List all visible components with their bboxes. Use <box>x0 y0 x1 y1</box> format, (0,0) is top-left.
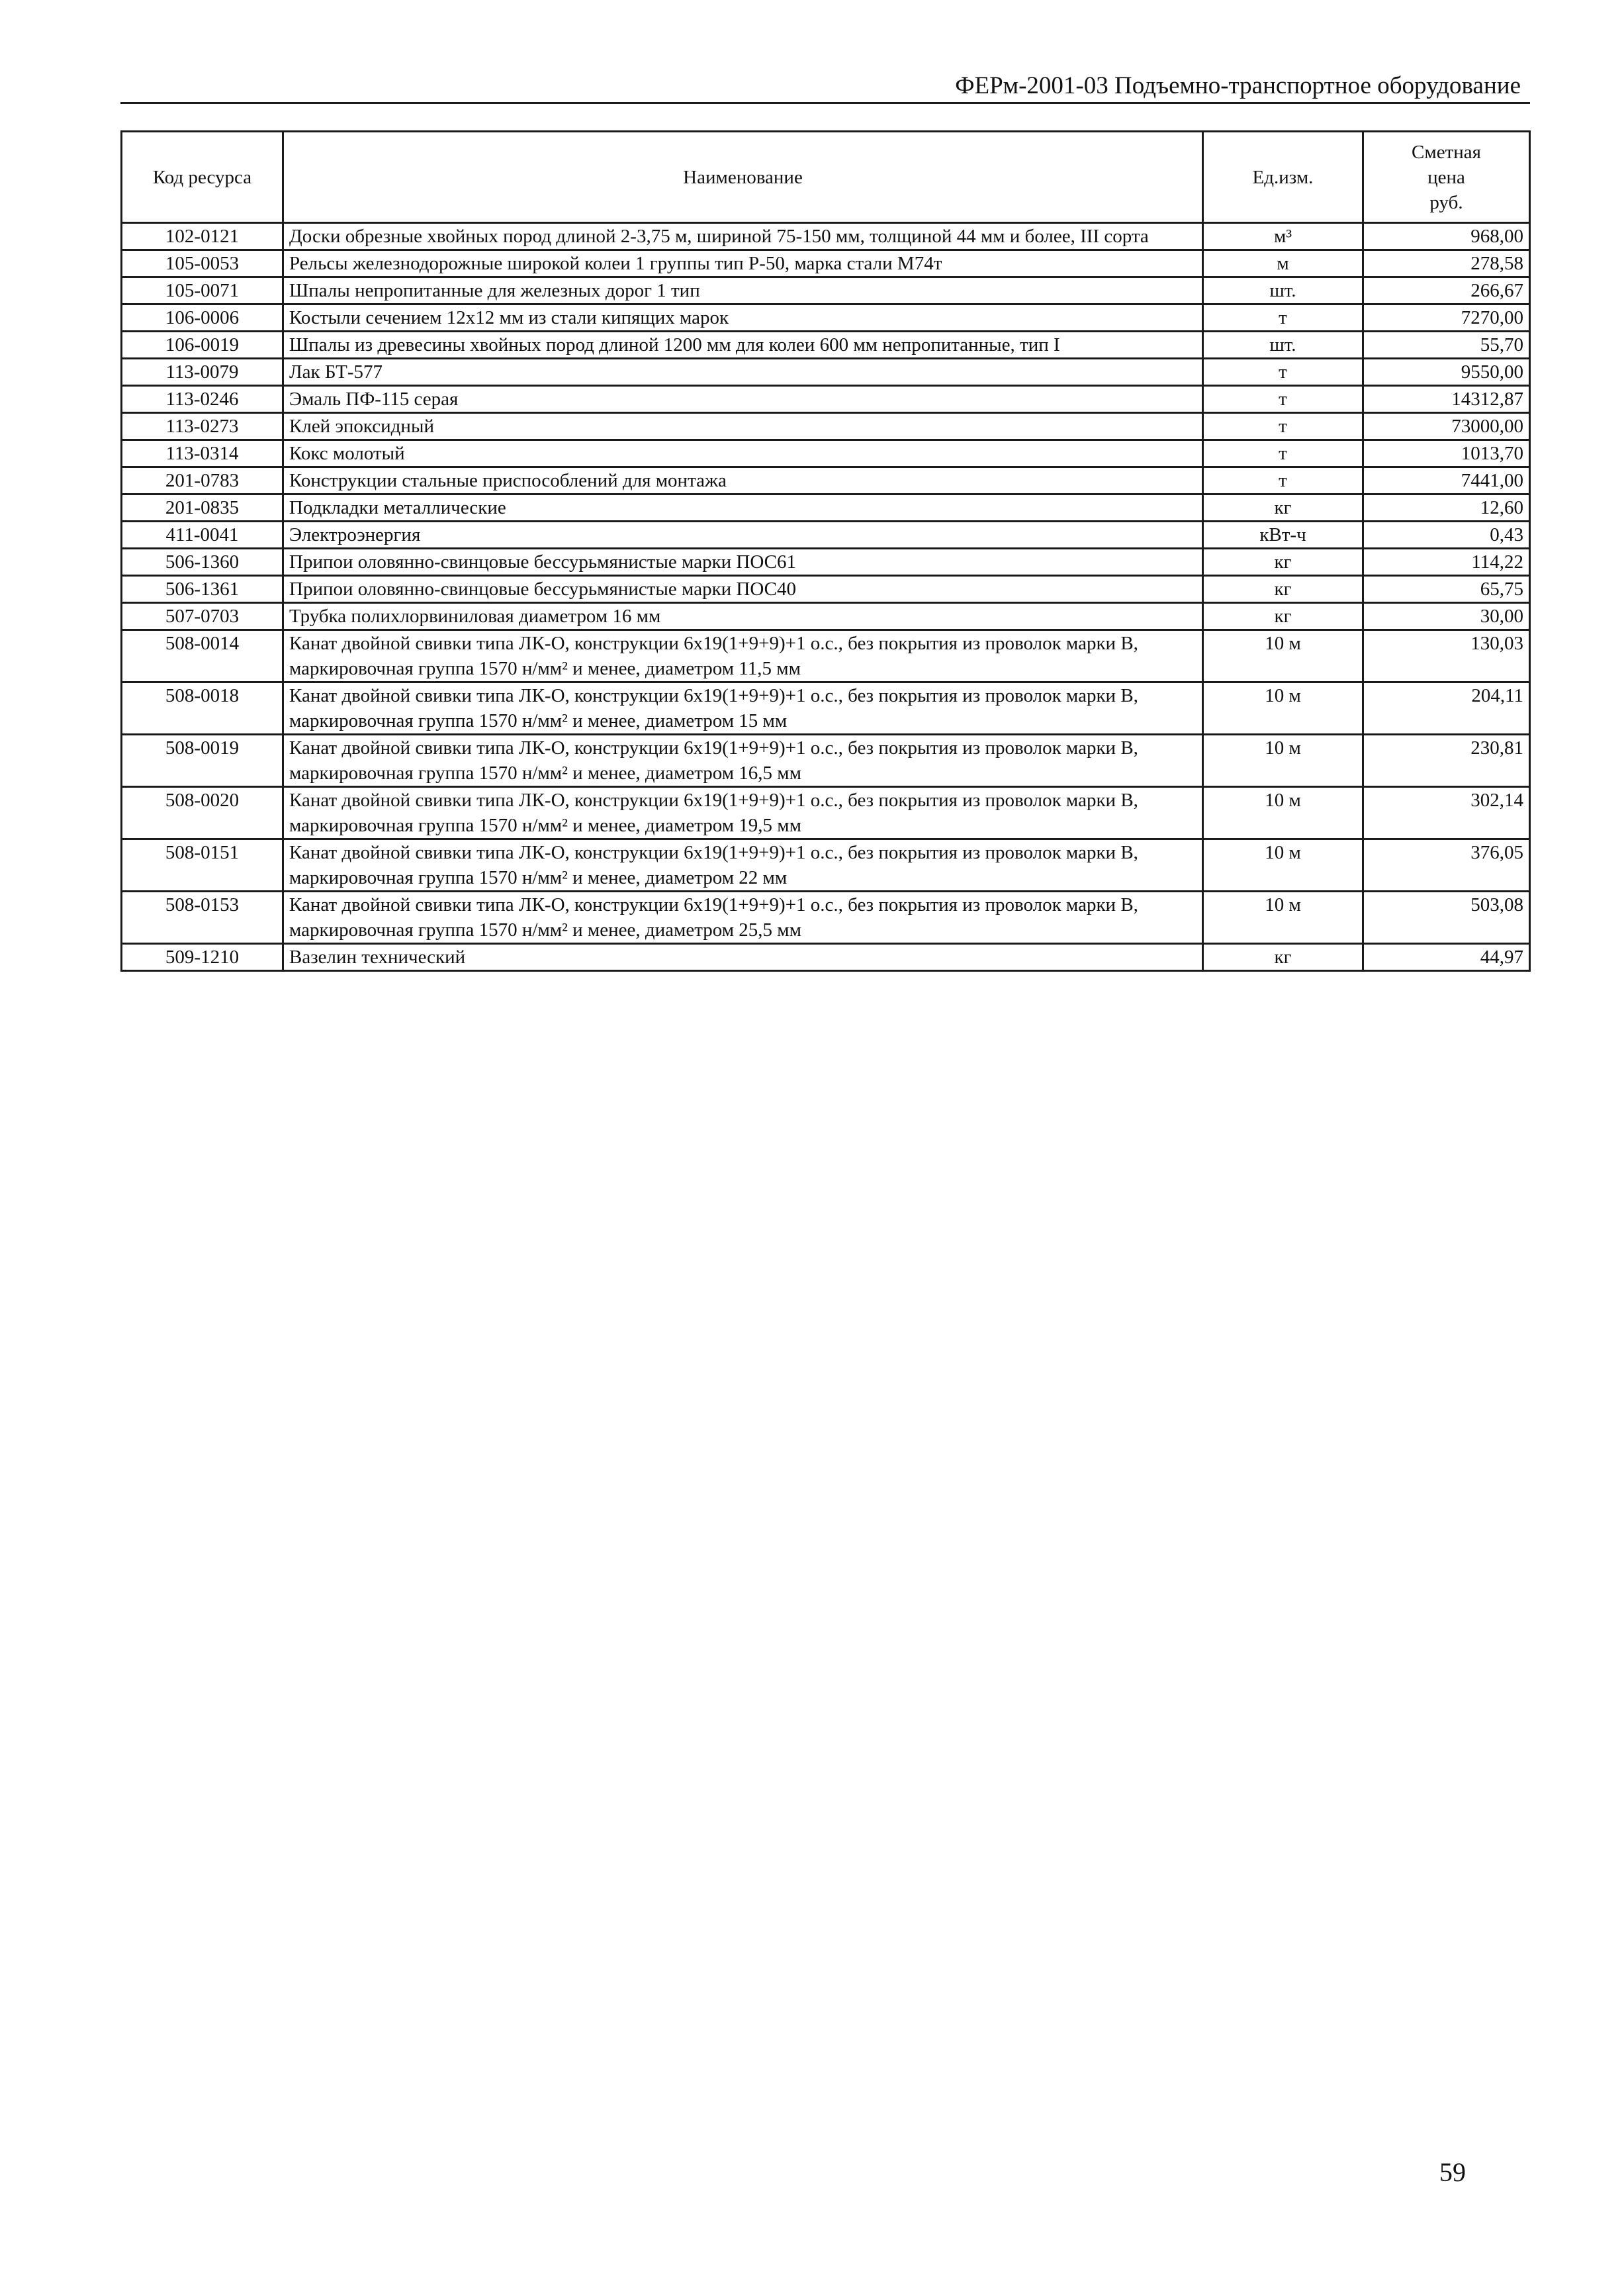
resource-code: 106-0019 <box>122 332 283 359</box>
resource-price: 503,08 <box>1363 892 1530 944</box>
table-row <box>122 522 1530 549</box>
resource-unit: 10 м <box>1203 892 1363 944</box>
resource-price: 278,58 <box>1363 250 1530 277</box>
table-row <box>122 359 1530 386</box>
resource-code: 105-0071 <box>122 277 283 304</box>
resource-name: Костыли сечением 12х12 мм из стали кипящих марок <box>283 304 1203 332</box>
table-row <box>122 892 1530 944</box>
resource-price: 44,97 <box>1363 944 1530 971</box>
page-number: 59 <box>1439 2157 1466 2187</box>
resource-unit: 10 м <box>1203 839 1363 892</box>
document-title: ФЕРм-2001-03 Подъемно-транспортное оборудование <box>955 72 1521 99</box>
resource-price: 0,43 <box>1363 522 1530 549</box>
resource-name: Шпалы непропитанные для железных дорог 1 тип <box>283 277 1203 304</box>
resource-unit: т <box>1203 304 1363 332</box>
resource-unit: 10 м <box>1203 630 1363 682</box>
resource-unit: т <box>1203 440 1363 467</box>
resource-name: Вазелин технический <box>283 944 1203 971</box>
resource-code: 113-0079 <box>122 359 283 386</box>
resource-code: 113-0314 <box>122 440 283 467</box>
resource-code: 508-0019 <box>122 735 283 787</box>
resource-code: 106-0006 <box>122 304 283 332</box>
resource-price: 230,81 <box>1363 735 1530 787</box>
table-row <box>122 944 1530 971</box>
resource-name: Канат двойной свивки типа ЛК-О, конструкции 6х19(1+9+9)+1 о.с., без покрытия из проволок марки В, маркировочная группа 1570 н/мм² и менее, диаметром 16,5 мм <box>283 735 1203 787</box>
price-header-line: Сметная <box>1412 141 1481 163</box>
table-row <box>122 250 1530 277</box>
resource-name: Припои оловянно-свинцовые бессурьмянистые марки ПОС40 <box>283 576 1203 603</box>
resource-unit: т <box>1203 467 1363 494</box>
table-row <box>122 467 1530 494</box>
resource-name: Кокс молотый <box>283 440 1203 467</box>
resource-code: 507-0703 <box>122 603 283 630</box>
table-row <box>122 630 1530 682</box>
resource-price: 302,14 <box>1363 787 1530 839</box>
resource-name: Трубка полихлорвиниловая диаметром 16 мм <box>283 603 1203 630</box>
resource-code: 201-0783 <box>122 467 283 494</box>
price-header-line: руб. <box>1429 191 1463 213</box>
resource-code: 508-0014 <box>122 630 283 682</box>
resource-price: 12,60 <box>1363 494 1530 522</box>
resource-price: 114,22 <box>1363 549 1530 576</box>
column-header-code: Код ресурса <box>122 132 283 223</box>
resource-name: Шпалы из древесины хвойных пород длиной 1200 мм для колеи 600 мм непропитанные, тип I <box>283 332 1203 359</box>
resource-name: Канат двойной свивки типа ЛК-О, конструкции 6х19(1+9+9)+1 о.с., без покрытия из проволок марки В, маркировочная группа 1570 н/мм² и менее, диаметром 22 мм <box>283 839 1203 892</box>
resource-price: 7270,00 <box>1363 304 1530 332</box>
resource-name: Канат двойной свивки типа ЛК-О, конструкции 6х19(1+9+9)+1 о.с., без покрытия из проволок марки В, маркировочная группа 1570 н/мм² и менее, диаметром 25,5 мм <box>283 892 1203 944</box>
table-row <box>122 494 1530 522</box>
resource-price: 204,11 <box>1363 682 1530 735</box>
table-row <box>122 787 1530 839</box>
resource-name: Конструкции стальные приспособлений для монтажа <box>283 467 1203 494</box>
resource-name: Лак БТ-577 <box>283 359 1203 386</box>
resource-code: 508-0018 <box>122 682 283 735</box>
table-row <box>122 576 1530 603</box>
resource-unit: т <box>1203 386 1363 413</box>
resource-name: Канат двойной свивки типа ЛК-О, конструкции 6х19(1+9+9)+1 о.с., без покрытия из проволок марки В, маркировочная группа 1570 н/мм² и менее, диаметром 15 мм <box>283 682 1203 735</box>
resource-name: Припои оловянно-свинцовые бессурьмянистые марки ПОС61 <box>283 549 1203 576</box>
resource-code: 508-0151 <box>122 839 283 892</box>
resource-price: 65,75 <box>1363 576 1530 603</box>
resource-code: 508-0153 <box>122 892 283 944</box>
resource-code: 102-0121 <box>122 223 283 250</box>
resource-unit: 10 м <box>1203 735 1363 787</box>
resource-unit: м <box>1203 250 1363 277</box>
column-header-price <box>1363 132 1530 223</box>
resource-unit: кг <box>1203 494 1363 522</box>
resource-name: Эмаль ПФ-115 серая <box>283 386 1203 413</box>
table-row <box>122 839 1530 892</box>
resource-code: 201-0835 <box>122 494 283 522</box>
table-row <box>122 603 1530 630</box>
resource-price: 968,00 <box>1363 223 1530 250</box>
resource-price: 73000,00 <box>1363 413 1530 440</box>
column-header-name: Наименование <box>283 132 1203 223</box>
resource-unit: т <box>1203 359 1363 386</box>
resource-code: 113-0246 <box>122 386 283 413</box>
table-row <box>122 413 1530 440</box>
resource-unit: м³ <box>1203 223 1363 250</box>
table-row <box>122 440 1530 467</box>
table-header-row <box>122 132 1530 223</box>
resource-price: 266,67 <box>1363 277 1530 304</box>
resource-name: Электроэнергия <box>283 522 1203 549</box>
table-row <box>122 304 1530 332</box>
resource-unit: т <box>1203 413 1363 440</box>
table-row <box>122 682 1530 735</box>
resource-unit: кг <box>1203 944 1363 971</box>
resource-code: 508-0020 <box>122 787 283 839</box>
table-row <box>122 332 1530 359</box>
table-row <box>122 549 1530 576</box>
table-row <box>122 386 1530 413</box>
resource-unit: кг <box>1203 549 1363 576</box>
resource-price: 55,70 <box>1363 332 1530 359</box>
resource-unit: кг <box>1203 576 1363 603</box>
price-header-line: цена <box>1427 166 1465 188</box>
resource-unit: 10 м <box>1203 682 1363 735</box>
resource-code: 113-0273 <box>122 413 283 440</box>
resource-name: Клей эпоксидный <box>283 413 1203 440</box>
resource-unit: кВт-ч <box>1203 522 1363 549</box>
resource-price: 9550,00 <box>1363 359 1530 386</box>
table-body <box>122 223 1530 971</box>
resource-price: 14312,87 <box>1363 386 1530 413</box>
resource-price: 376,05 <box>1363 839 1530 892</box>
page-header <box>120 71 1530 104</box>
resource-price: 1013,70 <box>1363 440 1530 467</box>
column-header-unit: Ед.изм. <box>1203 132 1363 223</box>
resource-name: Подкладки металлические <box>283 494 1203 522</box>
table-row <box>122 223 1530 250</box>
resource-price: 30,00 <box>1363 603 1530 630</box>
resource-name: Канат двойной свивки типа ЛК-О, конструкции 6х19(1+9+9)+1 о.с., без покрытия из проволок марки В, маркировочная группа 1570 н/мм² и менее, диаметром 11,5 мм <box>283 630 1203 682</box>
resource-code: 506-1361 <box>122 576 283 603</box>
resource-price: 130,03 <box>1363 630 1530 682</box>
resource-code: 506-1360 <box>122 549 283 576</box>
resource-name: Канат двойной свивки типа ЛК-О, конструкции 6х19(1+9+9)+1 о.с., без покрытия из проволок марки В, маркировочная группа 1570 н/мм² и менее, диаметром 19,5 мм <box>283 787 1203 839</box>
resource-unit: шт. <box>1203 332 1363 359</box>
resource-code: 105-0053 <box>122 250 283 277</box>
resource-unit: 10 м <box>1203 787 1363 839</box>
resource-unit: кг <box>1203 603 1363 630</box>
resource-name: Рельсы железнодорожные широкой колеи 1 группы тип Р-50, марка стали М74т <box>283 250 1203 277</box>
resource-unit: шт. <box>1203 277 1363 304</box>
resource-code: 509-1210 <box>122 944 283 971</box>
table-row <box>122 277 1530 304</box>
resource-code: 411-0041 <box>122 522 283 549</box>
resource-name: Доски обрезные хвойных пород длиной 2-3,75 м, шириной 75-150 мм, толщиной 44 мм и более, III сорта <box>283 223 1203 250</box>
resource-price: 7441,00 <box>1363 467 1530 494</box>
resource-price-table <box>120 130 1531 972</box>
table-row <box>122 735 1530 787</box>
